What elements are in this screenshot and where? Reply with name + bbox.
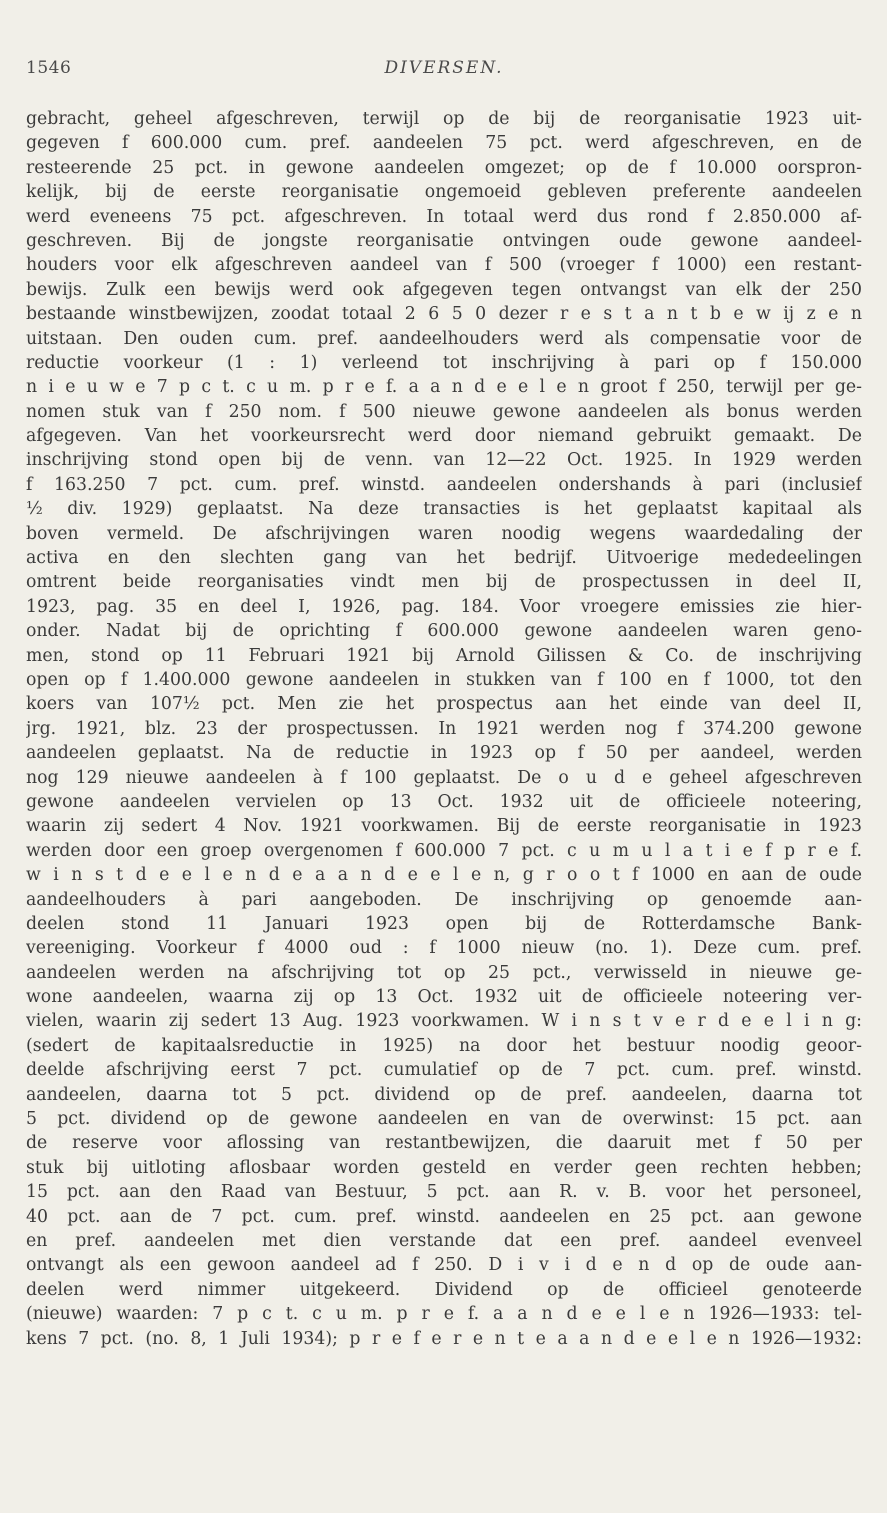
text-line: uitstaan. Den ouden cum. pref. aandeelhouders werd als compensatie voor de xyxy=(26,328,862,349)
text-line: deelen werd nimmer uitgekeerd. Dividend op de officieel genoteerde xyxy=(26,1279,862,1300)
text-line: vereeniging. Voorkeur f 4000 oud : f 1000 nieuw (no. 1). Deze cum. pref. xyxy=(26,938,862,959)
text-line: aandeelen geplaatst. Na de reductie in 1923 op f 50 per aandeel, werden xyxy=(26,743,862,764)
text-line: en pref. aandeelen met dien verstande dat een pref. aandeel evenveel xyxy=(26,1230,862,1251)
text-line: men, stond op 11 Februari 1921 bij Arnold Gilissen & Co. de inschrijving xyxy=(26,645,862,666)
text-line: werden door een groep overgenomen f 600.000 7 pct. c u m u l a t i e f p r e f. xyxy=(26,840,862,861)
text-line: 1923, pag. 35 en deel I, 1926, pag. 184. Voor vroegere emissies zie hier- xyxy=(26,596,862,617)
text-line: n i e u w e 7 p c t. c u m. p r e f. a a n d e e l e n groot f 250, terwijl per ge- xyxy=(26,377,862,398)
text-line: kens 7 pct. (no. 8, 1 Juli 1934); p r e f e r e n t e a a n d e e l e n 1926—1932: xyxy=(26,1328,862,1349)
body-text xyxy=(26,107,862,1351)
text-line: inschrijving stond open bij de venn. van 12—22 Oct. 1925. In 1929 werden xyxy=(26,450,862,471)
text-line: boven vermeld. De afschrijvingen waren noodig wegens waardedaling der xyxy=(26,523,862,544)
text-line: gewone aandeelen vervielen op 13 Oct. 1932 uit de officieele noteering, xyxy=(26,791,862,812)
text-line: ½ div. 1929) geplaatst. Na deze transacties is het geplaatst kapitaal als xyxy=(26,499,862,520)
text-line: deelen stond 11 Januari 1923 open bij de Rotterdamsche Bank- xyxy=(26,913,862,934)
text-line: nog 129 nieuwe aandeelen à f 100 geplaatst. De o u d e geheel afgeschreven xyxy=(26,767,862,788)
text-line: bewijs. Zulk een bewijs werd ook afgegeven tegen ontvangst van elk der 250 xyxy=(26,279,862,300)
text-line: waarin zij sedert 4 Nov. 1921 voorkwamen. Bij de eerste reorganisatie in 1923 xyxy=(26,816,862,837)
text-line: wone aandeelen, waarna zij op 13 Oct. 1932 uit de officieele noteering ver- xyxy=(26,987,862,1008)
text-line: aandeelhouders à pari aangeboden. De inschrijving op genoemde aan- xyxy=(26,889,862,910)
text-line: bestaande winstbewijzen, zoodat totaal 2 6 5 0 dezer r e s t a n t b e w ij z e n xyxy=(26,304,862,325)
text-line: jrg. 1921, blz. 23 der prospectussen. In 1921 werden nog f 374.200 gewone xyxy=(26,718,862,739)
text-line: aandeelen werden na afschrijving tot op 25 pct., verwisseld in nieuwe ge- xyxy=(26,962,862,983)
running-head: DIVERSEN. xyxy=(384,58,504,78)
page-number: 1546 xyxy=(26,58,72,78)
text-line: w i n s t d e e l e n d e a a n d e e l e n, g r o o t f 1000 en aan de oude xyxy=(26,865,862,886)
text-line: 5 pct. dividend op de gewone aandeelen en van de overwinst: 15 pct. aan xyxy=(26,1109,862,1130)
text-line: de reserve voor aflossing van restantbewijzen, die daaruit met f 50 per xyxy=(26,1133,862,1154)
text-line: gegeven f 600.000 cum. pref. aandeelen 75 pct. werd afgeschreven, en de xyxy=(26,133,862,154)
text-line: reductie voorkeur (1 : 1) verleend tot inschrijving à pari op f 150.000 xyxy=(26,352,862,373)
text-line: kelijk, bij de eerste reorganisatie ongemoeid gebleven preferente aandeelen xyxy=(26,182,862,203)
text-line: afgegeven. Van het voorkeursrecht werd door niemand gebruikt gemaakt. De xyxy=(26,426,862,447)
text-line: (sedert de kapitaalsreductie in 1925) na door het bestuur noodig geoor- xyxy=(26,1035,862,1056)
text-line: stuk bij uitloting aflosbaar worden gesteld en verder geen rechten hebben; xyxy=(26,1157,862,1178)
text-line: 15 pct. aan den Raad van Bestuur, 5 pct. aan R. v. B. voor het personeel, xyxy=(26,1182,862,1203)
text-line: onder. Nadat bij de oprichting f 600.000 gewone aandeelen waren geno- xyxy=(26,621,862,642)
text-line: deelde afschrijving eerst 7 pct. cumulatief op de 7 pct. cum. pref. winstd. xyxy=(26,1060,862,1081)
text-line: nomen stuk van f 250 nom. f 500 nieuwe gewone aandeelen als bonus werden xyxy=(26,401,862,422)
page-header xyxy=(26,58,862,84)
text-line: f 163.250 7 pct. cum. pref. winstd. aandeelen ondershands à pari (inclusief xyxy=(26,474,862,495)
text-line: ontvangt als een gewoon aandeel ad f 250. D i v i d e n d op de oude aan- xyxy=(26,1255,862,1276)
text-line: houders voor elk afgeschreven aandeel van f 500 (vroeger f 1000) een restant- xyxy=(26,255,862,276)
text-line: omtrent beide reorganisaties vindt men bij de prospectussen in deel II, xyxy=(26,572,862,593)
text-line: resteerende 25 pct. in gewone aandeelen omgezet; op de f 10.000 oorspron- xyxy=(26,157,862,178)
text-line: koers van 107½ pct. Men zie het prospectus aan het einde van deel II, xyxy=(26,694,862,715)
text-line: (nieuwe) waarden: 7 p c t. c u m. p r e f. a a n d e e l e n 1926—1933: tel- xyxy=(26,1304,862,1325)
text-line: vielen, waarin zij sedert 13 Aug. 1923 voorkwamen. W i n s t v e r d e e l i n g: xyxy=(26,1011,862,1032)
text-line: werd eveneens 75 pct. afgeschreven. In totaal werd dus rond f 2.850.000 af- xyxy=(26,206,862,227)
text-line: aandeelen, daarna tot 5 pct. dividend op de pref. aandeelen, daarna tot xyxy=(26,1084,862,1105)
text-line: open op f 1.400.000 gewone aandeelen in stukken van f 100 en f 1000, tot den xyxy=(26,669,862,690)
text-line: 40 pct. aan de 7 pct. cum. pref. winstd. aandeelen en 25 pct. aan gewone xyxy=(26,1206,862,1227)
text-line: geschreven. Bij de jongste reorganisatie ontvingen oude gewone aandeel- xyxy=(26,230,862,251)
text-line: gebracht, geheel afgeschreven, terwijl op de bij de reorganisatie 1923 uit- xyxy=(26,109,862,129)
text-line: activa en den slechten gang van het bedrijf. Uitvoerige mededeelingen xyxy=(26,548,862,569)
